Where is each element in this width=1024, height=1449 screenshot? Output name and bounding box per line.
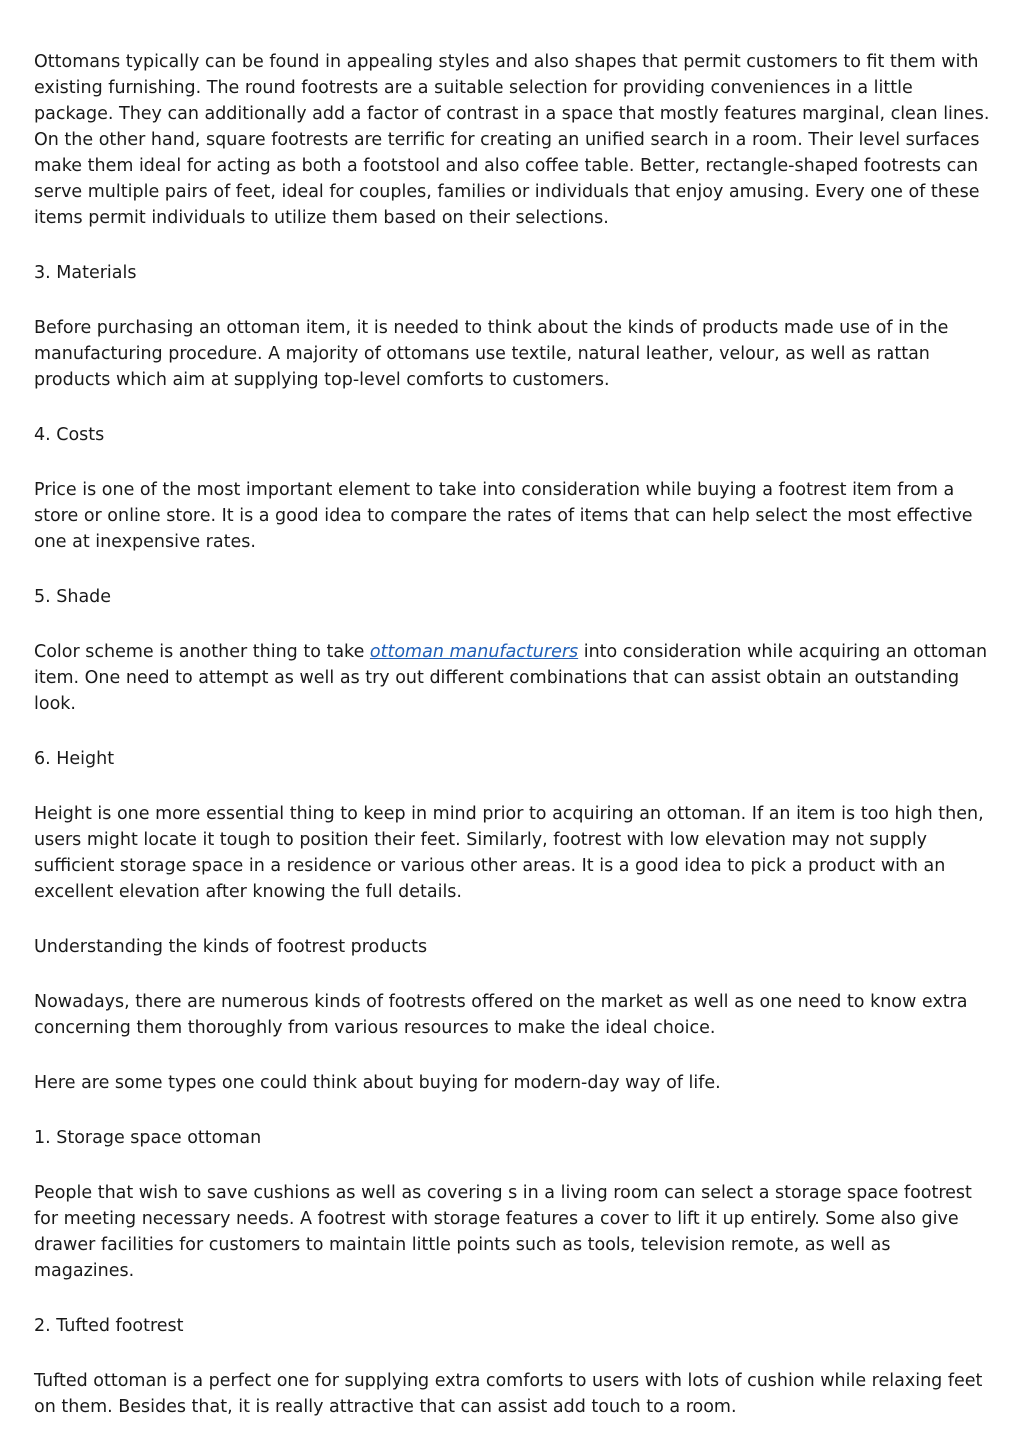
shade-paragraph	[34, 639, 990, 717]
heading-materials: 3. Materials	[34, 263, 137, 283]
ottoman-manufacturers-link[interactable]: ottoman manufacturers	[369, 642, 579, 662]
heading-tufted: 2. Tufted footrest	[34, 1316, 184, 1336]
costs-paragraph: Price is one of the most important element to take into consideration while buying a footrest item from a store or online store. It is a good idea to compare the rates of items that can help select the most effective one at inexpensive rates.	[34, 480, 973, 552]
intro-paragraph: Ottomans typically can be found in appealing styles and also shapes that permit customers to fit them with existing furnishing. The round footrests are a suitable selection for providing conveniences in a little package. They can additionally add a factor of contrast in a space that mostly features marginal, clean lines. On the other hand, square footrests are terrific for creating an unified search in a room. Their level surfaces make them ideal for acting as both a footstool and also coffee table. Better, rectangle-shaped footrests can serve multiple pairs of feet, ideal for couples, families or individuals that enjoy amusing. Every one of these items permit individuals to utilize them based on their selections.	[34, 52, 990, 228]
tufted-paragraph: Tufted ottoman is a perfect one for supplying extra comforts to users with lots of cushion while relaxing feet on them. Besides that, it is really attractive that can assist add touch to a room.	[34, 1371, 983, 1417]
storage-paragraph: People that wish to save cushions as well as covering s in a living room can select a storage space footrest for meeting necessary needs. A footrest with storage features a cover to lift it up entirely. Some also give drawer facilities for customers to maintain little points such as tools, television remote, as well as magazines.	[34, 1183, 972, 1281]
shade-text-before: Color scheme is another thing to take	[34, 642, 370, 662]
types-paragraph: Here are some types one could think about buying for modern-day way of life.	[34, 1073, 721, 1093]
height-paragraph: Height is one more essential thing to keep in mind prior to acquiring an ottoman. If an item is too high then, users might locate it tough to position their feet. Similarly, footrest with low elevation may not supply sufficient storage space in a residence or various other areas. It is a good idea to pick a product with an excellent elevation after knowing the full details.	[34, 804, 984, 902]
nowadays-paragraph: Nowadays, there are numerous kinds of footrests offered on the market as well as one need to know extra concerning them thoroughly from various resources to make the ideal choice.	[34, 992, 968, 1038]
heading-costs: 4. Costs	[34, 425, 105, 445]
heading-shade: 5. Shade	[34, 587, 112, 607]
heading-understanding: Understanding the kinds of footrest products	[34, 937, 428, 957]
materials-paragraph: Before purchasing an ottoman item, it is needed to think about the kinds of products made use of in the manufacturing procedure. A majority of ottomans use textile, natural leather, velour, as well as rattan products which aim at supplying top-level comforts to customers.	[34, 318, 949, 390]
heading-height: 6. Height	[34, 749, 115, 769]
shade-text-after: into consideration while acquiring an ottoman item. One need to attempt as well as try out different combinations that can assist obtain an outstanding look.	[34, 642, 988, 714]
heading-storage: 1. Storage space ottoman	[34, 1128, 262, 1148]
